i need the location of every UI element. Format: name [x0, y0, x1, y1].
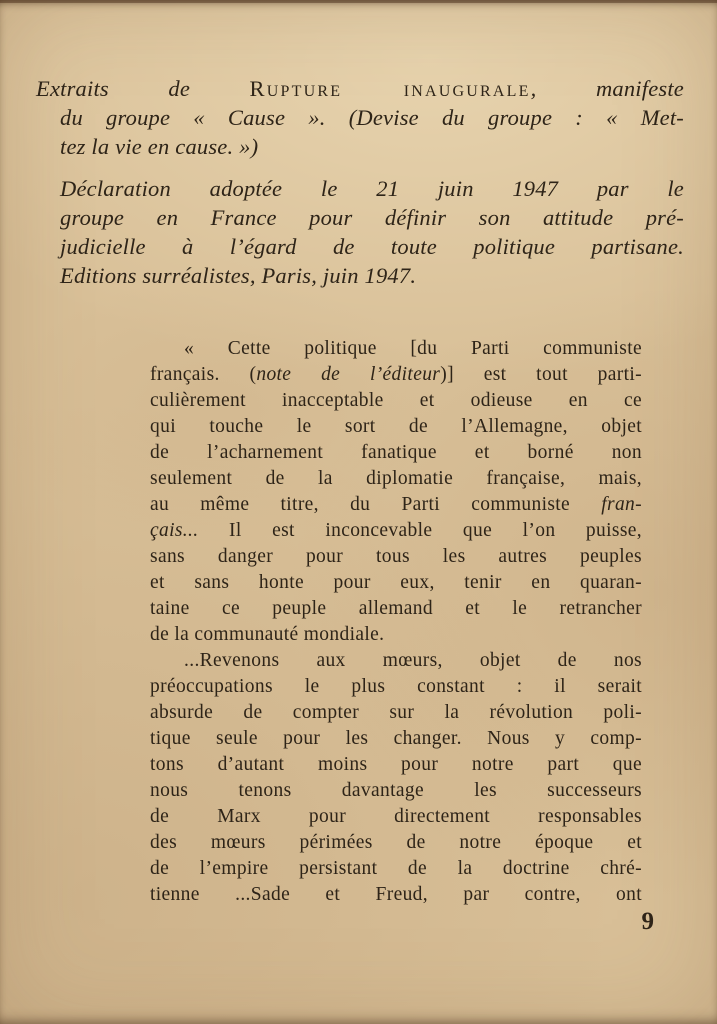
text-segment: sans danger pour tous les autres peuples [150, 546, 642, 567]
text-line [60, 232, 684, 261]
body-paragraph-2 [150, 648, 642, 908]
text-line [150, 804, 642, 830]
text-line [150, 648, 642, 674]
text-line [150, 700, 642, 726]
text-segment: Extraits de [36, 76, 250, 101]
headnote-paragraph-2 [60, 174, 684, 290]
text-segment: Editions surréalistes, Paris, juin 1947. [60, 263, 417, 288]
text-segment: et sans honte pour eux, tenir en quaran- [150, 572, 642, 593]
text-segment: tienne ...Sade et Freud, par contre, ont [150, 884, 642, 905]
text-line [36, 132, 684, 161]
text-segment: seulement de la diplomatie française, mais, [150, 468, 642, 489]
text-segment: note de l’éditeur [256, 364, 441, 385]
text-segment: tique seule pour les changer. Nous y comp- [150, 728, 642, 749]
headnote-paragraph-1 [36, 74, 684, 161]
text-segment: ...Revenons aux mœurs, objet de nos [184, 650, 642, 671]
text-line [150, 674, 642, 700]
text-line [150, 518, 642, 544]
body-paragraph-1 [150, 336, 642, 648]
text-line [150, 388, 642, 414]
text-line [60, 261, 684, 290]
text-segment: Rupture inaugurale [249, 76, 531, 101]
text-line [150, 570, 642, 596]
text-line [150, 856, 642, 882]
text-segment: culièrement inacceptable et odieuse en ce [150, 390, 642, 411]
text-segment: nous tenons davantage les successeurs [150, 780, 642, 801]
text-line [60, 203, 684, 232]
text-segment: de l’empire persistant de la doctrine chré- [150, 858, 642, 879]
quotation-block [150, 336, 642, 908]
text-segment: fran- [601, 494, 642, 515]
text-segment: taine ce peuple allemand et le retrancher [150, 598, 642, 619]
text-segment: qui touche le sort de l’Allemagne, objet [150, 416, 642, 437]
text-line [150, 466, 642, 492]
text-segment: de l’acharnement fanatique et borné non [150, 442, 642, 463]
text-segment: groupe en France pour définir son attitude pré- [60, 205, 684, 230]
text-segment: tez la vie en cause. ») [60, 134, 259, 159]
text-segment: absurde de compter sur la révolution poli- [150, 702, 642, 723]
text-line [60, 174, 684, 203]
text-line [150, 622, 642, 648]
text-line [150, 362, 642, 388]
text-line [150, 778, 642, 804]
text-line [150, 544, 642, 570]
headnote-block [0, 0, 717, 290]
text-line [150, 830, 642, 856]
text-line [150, 492, 642, 518]
text-segment: français. ( [150, 364, 257, 385]
text-line [150, 752, 642, 778]
text-line [150, 414, 642, 440]
text-segment: Déclaration adoptée le 21 juin 1947 par le [60, 176, 684, 201]
page-number: 9 [641, 908, 655, 935]
text-segment: )] est tout parti- [440, 364, 642, 385]
text-segment: des mœurs périmées de notre époque et [150, 832, 642, 853]
text-line [150, 440, 642, 466]
text-line [150, 596, 642, 622]
text-line [150, 726, 642, 752]
text-segment: manifeste [595, 76, 684, 101]
text-segment: du groupe « Cause ». (Devise du groupe : « Met- [60, 105, 684, 130]
text-segment: judicielle à l’égard de toute politique partisane. [60, 234, 684, 259]
text-line [36, 103, 684, 132]
text-segment: de Marx pour directement responsables [150, 806, 642, 827]
text-segment: , [530, 76, 596, 101]
text-segment: au même titre, du Parti communiste [150, 494, 602, 515]
text-segment: « Cette politique [du Parti communiste [184, 338, 642, 359]
text-segment: tons d’autant moins pour notre part que [150, 754, 642, 775]
text-line [36, 74, 684, 103]
text-segment: çais... [150, 520, 199, 541]
text-line [150, 882, 642, 908]
text-segment: préoccupations le plus constant : il serait [150, 676, 642, 697]
text-segment: Il est inconcevable que l’on puisse, [198, 520, 642, 541]
text-segment: de la communauté mondiale. [150, 624, 385, 645]
text-line [150, 336, 642, 362]
